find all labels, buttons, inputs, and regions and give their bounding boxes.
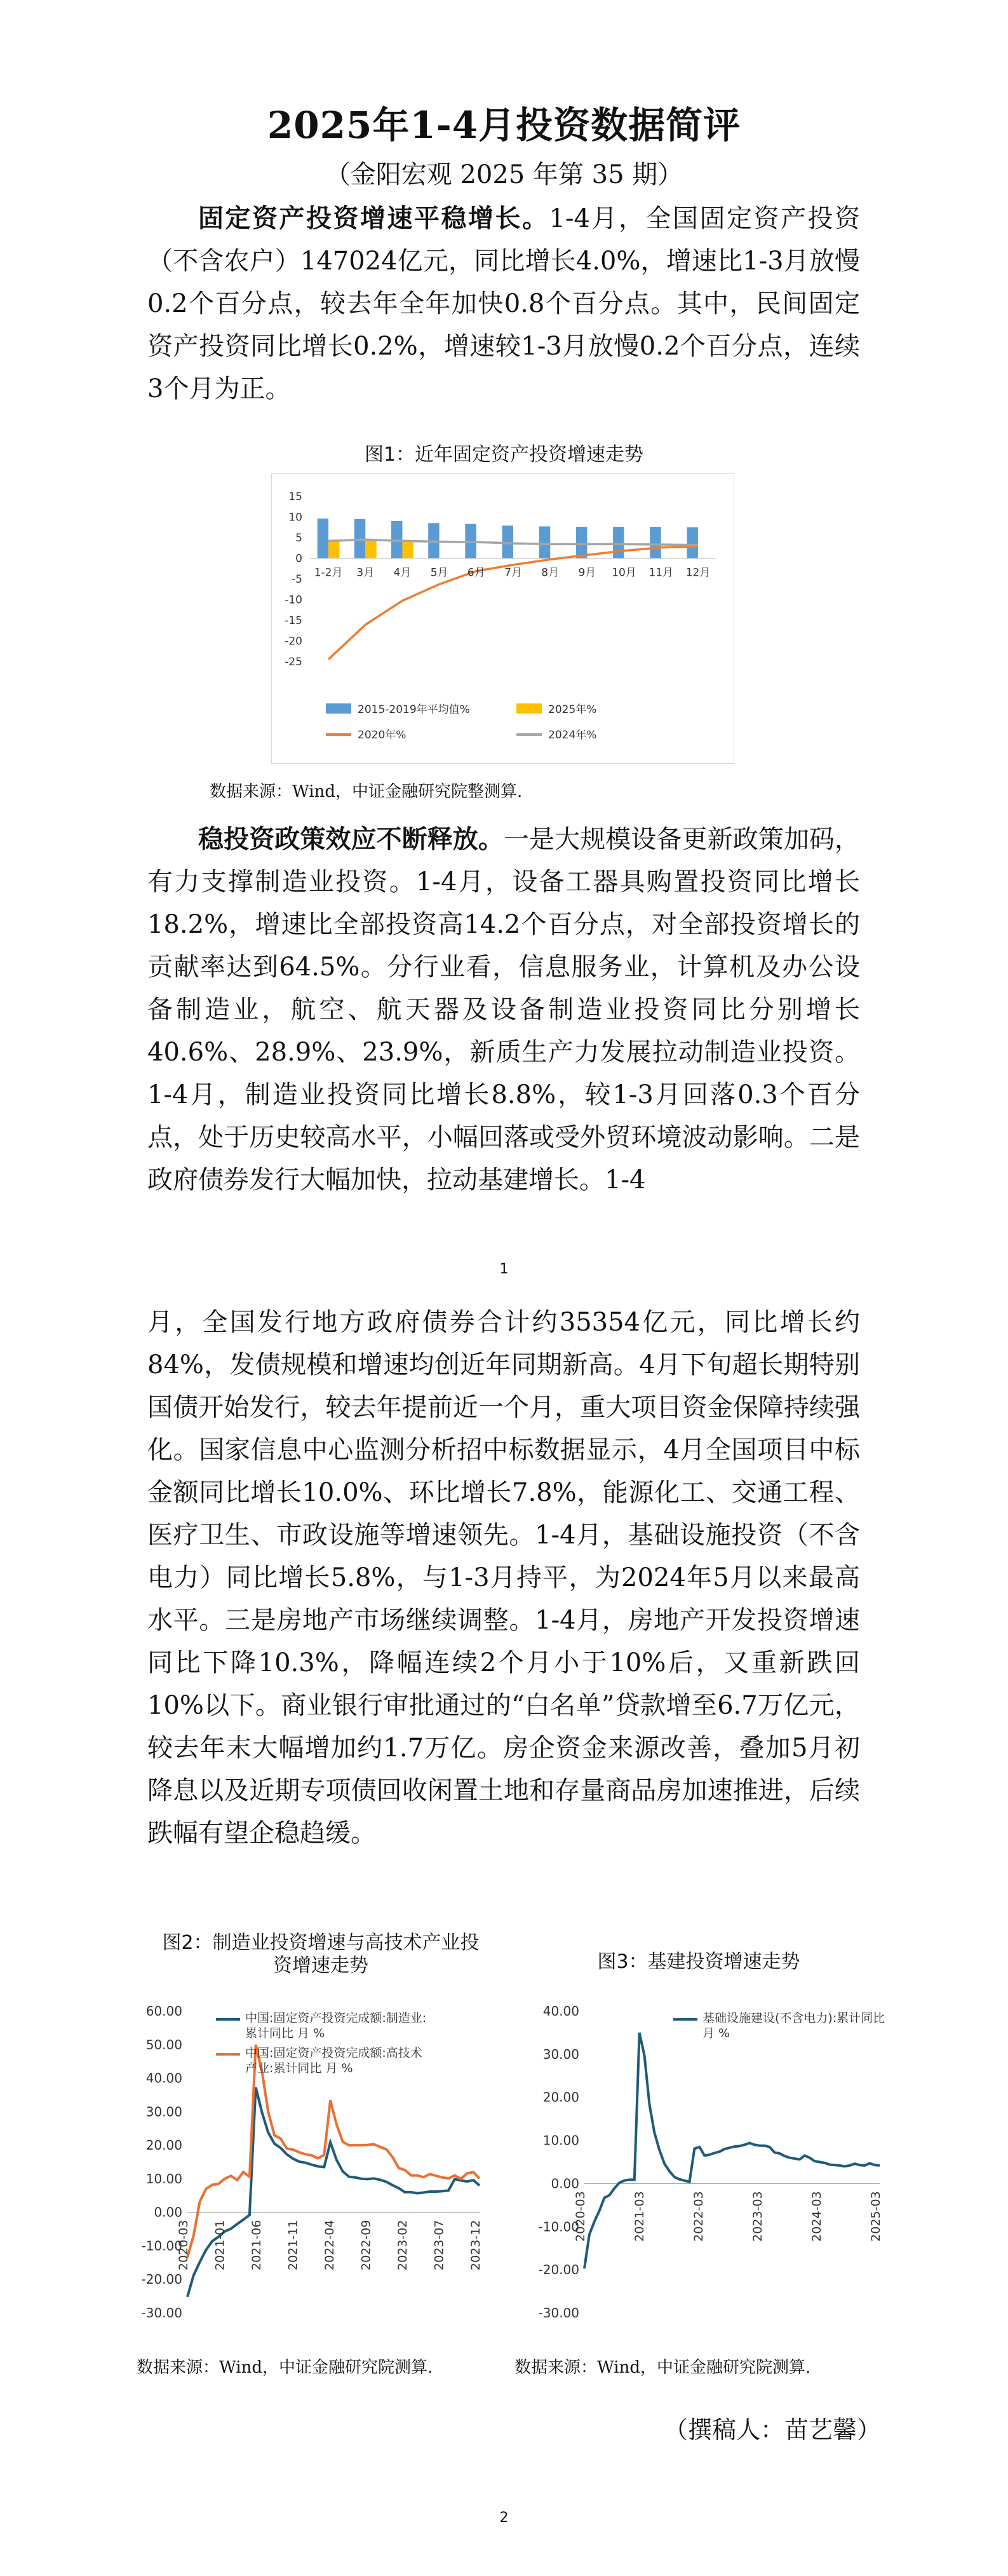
y-tick-label: 40.00	[542, 2003, 579, 2019]
x-tick-label: 2023-03	[751, 2191, 765, 2242]
y-tick-label: -20.00	[538, 2262, 579, 2278]
legend-swatch	[516, 703, 542, 714]
x-tick-label: 9月	[578, 566, 596, 580]
y-tick-label: -10.00	[141, 2238, 182, 2254]
series-line-1	[584, 2033, 880, 2268]
bar-2025	[365, 541, 376, 558]
figure2-svg	[127, 1989, 508, 2345]
figure1-chart	[271, 473, 734, 764]
legend-label: 中国:固定资产投资完成额:高技术产业:累计同比 月 %	[245, 2046, 422, 2075]
y-tick-label: -15	[285, 614, 302, 627]
paragraph-policy	[147, 818, 860, 1202]
y-tick-label: 20.00	[542, 2089, 579, 2105]
x-tick-label: 4月	[393, 566, 412, 580]
legend-swatch	[326, 703, 351, 714]
figure3-source: 数据来源：Wind，中证金融研究院测算.	[514, 2358, 811, 2377]
x-tick-label: 2023-12	[469, 2220, 483, 2271]
figure2-caption	[127, 1932, 514, 1977]
paragraph-body: 1-4月，全国固定资产投资（不含农户）147024亿元，同比增长4.0%，增速比1-3月放慢0.2个百分点，较去年全年加快0.8个百分点。其中，民间固定资产投资同比增长0.2%，增速较1-3月放慢0.2个百分点，连续3个月为正。	[147, 204, 860, 403]
y-tick-label: 0.00	[551, 2176, 579, 2192]
bar-2015-2019-avg	[502, 525, 513, 558]
x-tick-label: 2021-11	[286, 2220, 300, 2271]
line-2024	[328, 539, 698, 545]
legend-label: 基础设施建设(不含电力):累计同比 月 %	[702, 2011, 885, 2040]
x-tick-label: 2023-02	[396, 2220, 410, 2271]
legend-label: 2025年%	[548, 703, 597, 716]
paragraph-body: 一是大规模设备更新政策加码，有力支撑制造业投资。1-4月，设备工器具购置投资同比增长18.2%，增速比全部投资高14.2个百分点，对全部投资增长的贡献率达到64.5%。分行业看，信息服务业，计算机及办公设备制造业，航空、航天器及设备制造业投资同比分别增长40.6%、28.9%、23.9%，新质生产力发展拉动制造业投资。1-4月，制造业投资同比增长8.8%，较1-3月回落0.3个百分点，处于历史较高水平，小幅回落或受外贸环境波动影响。二是政府债券发行大幅加快，拉动基建增长。1-4	[147, 825, 861, 1195]
y-tick-label: -5	[292, 573, 302, 586]
y-tick-label: -10.00	[538, 2219, 579, 2235]
figure1-svg	[272, 474, 734, 763]
legend-label: 2020年%	[358, 729, 407, 742]
x-tick-label: 1-2月	[314, 566, 343, 580]
bar-2015-2019-avg	[650, 527, 661, 558]
paragraph-lead: 固定资产投资增速平稳增长。	[198, 203, 549, 233]
x-tick-label: 2020-03	[177, 2220, 191, 2271]
figure2-chart	[127, 1989, 508, 2345]
y-tick-label: 10	[288, 511, 302, 524]
y-tick-label: -30.00	[538, 2305, 579, 2321]
page-title: 2025年1-4月投资数据简评	[267, 104, 741, 147]
y-tick-label: 5	[295, 532, 302, 545]
legend-label-wrap	[245, 2010, 429, 2049]
y-tick-label: 15	[288, 491, 302, 503]
x-tick-label: 6月	[467, 566, 485, 580]
paragraph-fixed-investment	[147, 197, 860, 410]
legend-label: 2015-2019年平均值%	[358, 703, 470, 716]
y-tick-label: -20	[285, 635, 302, 648]
figure3-caption: 图3：基建投资增速走势	[597, 1951, 800, 1973]
y-tick-label: 40.00	[145, 2070, 182, 2086]
bar-2015-2019-avg	[318, 519, 328, 558]
paragraph-continued: 月，全国发行地方政府债券合计约35354亿元，同比增长约84%，发债规模和增速均创近年同期新高。4月下旬超长期特别国债开始发行，较去年提前近一个月，重大项目资金保障持续强化。国家信息中心监测分析招中标数据显示，4月全国项目中标金额同比增长10.0%、环比增长7.8%，能源化工、交通工程、医疗卫生、市政设施等增速领先。1-4月，基础设施投资（不含电力）同比增长5.8%，与1-3月持平，为2024年5月以来最高水平。三是房地产市场继续调整。1-4月，房地产开发投资增速同比下降10.3%，降幅连续2个月小于10%后，又重新跌回10%以下。商业银行审批通过的“白名单”贷款增至6.7万亿元，较去年末大幅增加约1.7万亿。房企资金来源改善，叠加5月初降息以及近期专项债回收闲置土地和存量商品房加速推进，后续跌幅有望企稳趋缓。	[147, 1308, 860, 1848]
y-tick-label: 60.00	[145, 2003, 182, 2019]
x-tick-label: 8月	[541, 566, 560, 580]
x-tick-label: 5月	[430, 566, 448, 580]
author-line: （撰稿人：苗艺馨）	[663, 2416, 881, 2444]
line-2020	[328, 546, 698, 660]
figure1-source: 数据来源：Wind，中证金融研究院整测算.	[210, 782, 523, 801]
bar-2025	[328, 541, 339, 559]
x-tick-label: 2021-01	[213, 2220, 227, 2271]
page-number: 2	[499, 2510, 509, 2526]
bar-2015-2019-avg	[539, 526, 550, 558]
y-tick-label: -25	[285, 656, 302, 668]
y-tick-label: -30.00	[141, 2305, 182, 2321]
figure2-caption-line1: 图2：制造业投资增速与高技术产业投	[162, 1932, 480, 1954]
y-tick-label: 30.00	[145, 2104, 182, 2120]
x-tick-label: 2022-04	[323, 2220, 337, 2271]
figure1-caption: 图1：近年固定资产投资增速走势	[364, 444, 644, 466]
y-tick-label: 10.00	[145, 2171, 182, 2186]
y-tick-label: 0.00	[154, 2204, 182, 2220]
y-tick-label: 30.00	[542, 2046, 579, 2062]
legend-label-wrap	[245, 2045, 429, 2084]
figure3-svg	[508, 1989, 889, 2345]
x-tick-label: 2022-03	[692, 2191, 706, 2242]
y-tick-label: 10.00	[542, 2132, 579, 2148]
x-tick-label: 11月	[648, 566, 674, 580]
y-tick-label: 20.00	[145, 2138, 182, 2153]
page-number: 1	[499, 1261, 509, 1277]
paragraph-lead: 稳投资政策效应不断释放。	[198, 824, 504, 854]
x-tick-label: 10月	[612, 566, 636, 580]
bar-2015-2019-avg	[613, 527, 624, 558]
y-tick-label: 0	[295, 552, 302, 566]
bar-2015-2019-avg	[687, 527, 697, 559]
x-tick-label: 2021-06	[250, 2220, 264, 2271]
y-tick-label: -20.00	[141, 2272, 182, 2288]
issue-subtitle: （金阳宏观 2025 年第 35 期）	[325, 160, 683, 189]
x-tick-label: 2024-03	[810, 2191, 824, 2242]
legend-label: 2024年%	[548, 729, 597, 742]
y-tick-label: -10	[285, 593, 302, 607]
bar-2025	[402, 542, 413, 559]
x-tick-label: 2023-07	[432, 2220, 447, 2271]
figure3-chart	[508, 1989, 889, 2345]
x-tick-label: 3月	[356, 566, 375, 580]
x-tick-label: 2020-03	[574, 2191, 588, 2242]
x-tick-label: 2022-09	[359, 2220, 373, 2271]
x-tick-label: 7月	[504, 566, 522, 580]
y-tick-label: 50.00	[145, 2037, 182, 2052]
x-tick-label: 2021-03	[633, 2191, 647, 2242]
bar-2015-2019-avg	[576, 527, 587, 558]
figure2-source: 数据来源：Wind，中证金融研究院测算.	[137, 2358, 433, 2377]
figure2-caption-line2: 资增速走势	[273, 1955, 368, 1977]
x-tick-label: 12月	[685, 566, 711, 580]
legend-label-wrap	[702, 2010, 889, 2049]
x-tick-label: 2025-03	[869, 2191, 883, 2242]
legend-label: 中国:固定资产投资完成额:制造业:累计同比 月 %	[245, 2011, 427, 2040]
